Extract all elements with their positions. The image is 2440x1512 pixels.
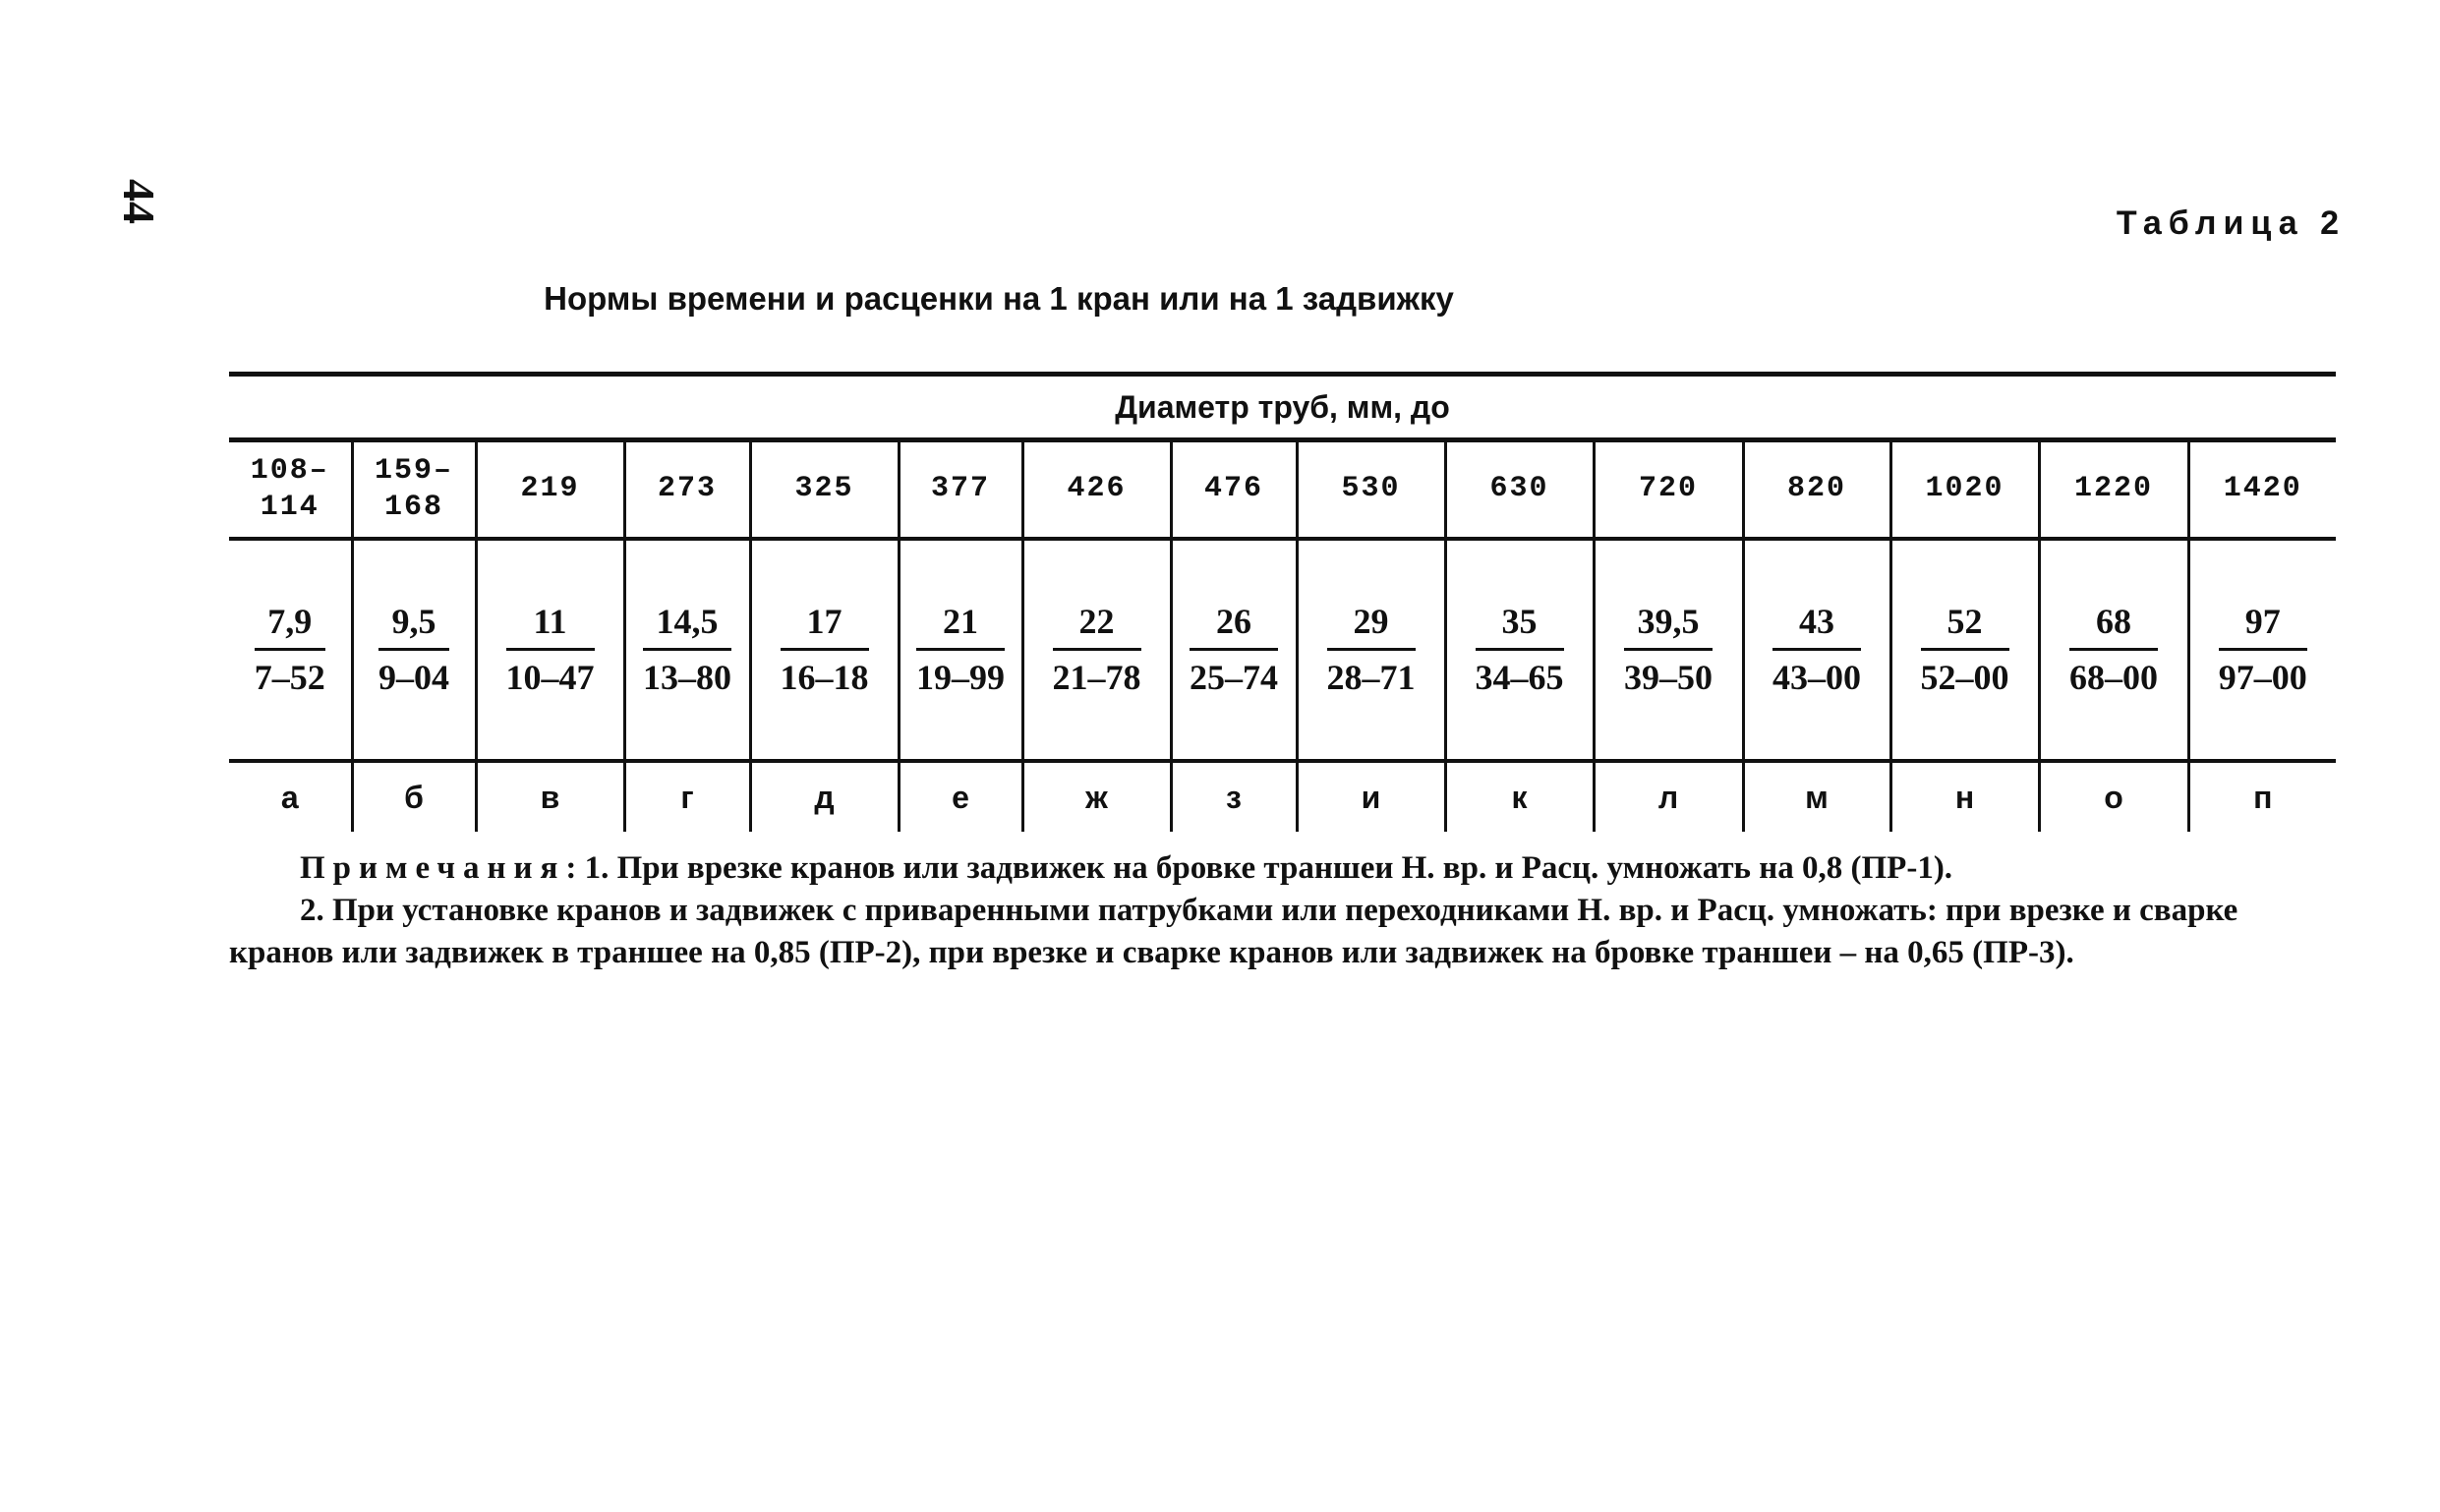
time-norm: 26 — [1190, 601, 1278, 650]
diameter-cell — [1297, 440, 1445, 540]
note-1-text: : 1. При врезке кранов или задвижек на бровке траншеи Н. вр. и Расц. умножать на 0,8 (ПР-1). — [565, 850, 1953, 886]
diameter-row — [229, 440, 2336, 540]
diameter-cell — [899, 440, 1022, 540]
diameter-cell — [1890, 440, 2039, 540]
time-norm: 22 — [1053, 601, 1141, 650]
notes-heading: Примечания — [300, 850, 566, 886]
time-norm: 7,9 — [255, 601, 325, 650]
norm-price-fraction — [506, 601, 595, 698]
diameter-value: 273 — [657, 472, 717, 506]
price-rate: 21–78 — [1052, 657, 1141, 697]
price-rate: 39–50 — [1624, 657, 1713, 697]
diameter-value-second-line: 114 — [260, 491, 320, 524]
time-norm: 21 — [916, 601, 1005, 650]
time-norm: 9,5 — [378, 601, 449, 650]
page-number: 44 — [114, 179, 164, 224]
time-norm: 29 — [1327, 601, 1416, 650]
norms-table — [229, 372, 2336, 832]
price-rate: 25–74 — [1190, 657, 1278, 697]
table-header-row — [229, 375, 2336, 440]
diameter-cell — [1743, 440, 1890, 540]
diameter-value: 377 — [930, 472, 990, 506]
norm-price-fraction — [1772, 601, 1861, 698]
column-letter: а — [280, 779, 299, 815]
norm-price-fraction — [1624, 601, 1713, 698]
column-letter: н — [1890, 761, 2039, 832]
norm-price-cell — [1297, 539, 1445, 761]
column-letter: и — [1297, 761, 1445, 832]
norm-price-fraction — [1921, 601, 2009, 698]
diameter-value: 476 — [1203, 472, 1263, 506]
table-header: Диаметр труб, мм, до — [229, 375, 2336, 440]
time-norm: 68 — [2069, 601, 2158, 650]
time-norm: 97 — [2219, 601, 2307, 650]
norm-price-fraction — [916, 601, 1005, 698]
diameter-value: 720 — [1638, 472, 1698, 506]
column-letter: ж — [1022, 761, 1171, 832]
time-norm: 17 — [781, 601, 869, 650]
diameter-value: 820 — [1786, 472, 1846, 506]
norm-price-cell — [476, 539, 624, 761]
diameter-value: 1220 — [2073, 472, 2153, 506]
price-rate: 97–00 — [2218, 657, 2307, 697]
diameter-cell — [624, 440, 750, 540]
price-rate: 13–80 — [643, 657, 731, 697]
diameter-value: 108– — [250, 453, 329, 488]
norm-price-cell — [2039, 539, 2188, 761]
diameter-cell — [1445, 440, 1594, 540]
norm-price-cell — [1445, 539, 1594, 761]
diameter-cell — [229, 440, 352, 540]
diameter-cell — [1171, 440, 1297, 540]
column-letter: о — [2039, 761, 2188, 832]
norm-price-cell — [750, 539, 899, 761]
time-norm: 14,5 — [643, 601, 731, 650]
norm-price-fraction — [643, 601, 731, 698]
norm-price-fraction — [1476, 601, 1564, 698]
price-rate: 52–00 — [1920, 657, 2009, 697]
norm-price-cell — [1743, 539, 1890, 761]
diameter-value: 219 — [520, 472, 580, 506]
norm-price-cell — [2188, 539, 2336, 761]
norm-price-cell — [899, 539, 1022, 761]
letter-row — [229, 761, 2336, 832]
norm-price-fraction — [1053, 601, 1141, 698]
diameter-value: 630 — [1489, 472, 1549, 506]
diameter-cell — [352, 440, 476, 540]
price-rate: 43–00 — [1772, 657, 1861, 697]
diameter-cell — [750, 440, 899, 540]
norm-price-fraction — [2219, 601, 2307, 698]
price-rate: 7–52 — [254, 657, 325, 697]
price-rate: 68–00 — [2069, 657, 2158, 697]
column-letter: г — [624, 761, 750, 832]
norm-price-cell — [1594, 539, 1743, 761]
diameter-value: 159– — [374, 453, 453, 488]
document-title: Нормы времени и расценки на 1 кран или на 1 задвижку — [544, 280, 1454, 317]
norm-price-fraction — [1190, 601, 1278, 698]
column-letter: б — [352, 761, 476, 832]
price-rate: 10–47 — [505, 657, 595, 697]
norm-price-cell — [1171, 539, 1297, 761]
norm-price-fraction — [378, 601, 449, 698]
table-label: Таблица 2 — [2116, 204, 2346, 242]
norm-price-cell — [229, 539, 352, 761]
diameter-value: 530 — [1341, 472, 1401, 506]
norm-price-cell — [352, 539, 476, 761]
note-1 — [229, 847, 2336, 890]
column-letter: л — [1594, 761, 1743, 832]
diameter-cell — [476, 440, 624, 540]
price-rate: 19–99 — [916, 657, 1005, 697]
price-rate: 34–65 — [1475, 657, 1564, 697]
price-rate: 9–04 — [378, 657, 449, 697]
column-letter: к — [1445, 761, 1594, 832]
diameter-value: 325 — [794, 472, 854, 506]
norm-price-cell — [1022, 539, 1171, 761]
norm-price-fraction — [781, 601, 869, 698]
note-2: 2. При установке кранов и задвижек с приваренными патрубками или переходниками Н. вр. и Расц. умножать: при врезке и сварке кранов или задвижек в траншее на 0,85 (ПР-2), при врезке и сварке кранов или задвижек на бровке траншеи – на 0,65 (ПР-3). — [229, 893, 2238, 970]
column-letter: е — [899, 761, 1022, 832]
diameter-value: 426 — [1067, 472, 1127, 506]
norm-price-fraction — [2069, 601, 2158, 698]
norm-price-cell — [1890, 539, 2039, 761]
price-rate: 28–71 — [1326, 657, 1416, 697]
diameter-value-second-line: 168 — [383, 491, 443, 524]
time-norm: 43 — [1772, 601, 1861, 650]
diameter-cell — [2188, 440, 2336, 540]
norm-price-fraction — [1327, 601, 1416, 698]
time-norm: 39,5 — [1624, 601, 1713, 650]
column-letter: з — [1171, 761, 1297, 832]
time-norm: 11 — [506, 601, 595, 650]
values-row — [229, 539, 2336, 761]
column-letter: д — [750, 761, 899, 832]
column-letter: п — [2188, 761, 2336, 832]
column-letter: м — [1743, 761, 1890, 832]
norm-price-cell — [624, 539, 750, 761]
diameter-value: 1420 — [2223, 472, 2302, 506]
column-letter: в — [476, 761, 624, 832]
diameter-value: 1020 — [1925, 472, 2004, 506]
diameter-cell — [2039, 440, 2188, 540]
diameter-cell — [1022, 440, 1171, 540]
norm-price-fraction — [255, 601, 325, 698]
diameter-cell — [1594, 440, 1743, 540]
time-norm: 35 — [1476, 601, 1564, 650]
price-rate: 16–18 — [780, 657, 869, 697]
time-norm: 52 — [1921, 601, 2009, 650]
notes — [229, 847, 2336, 974]
